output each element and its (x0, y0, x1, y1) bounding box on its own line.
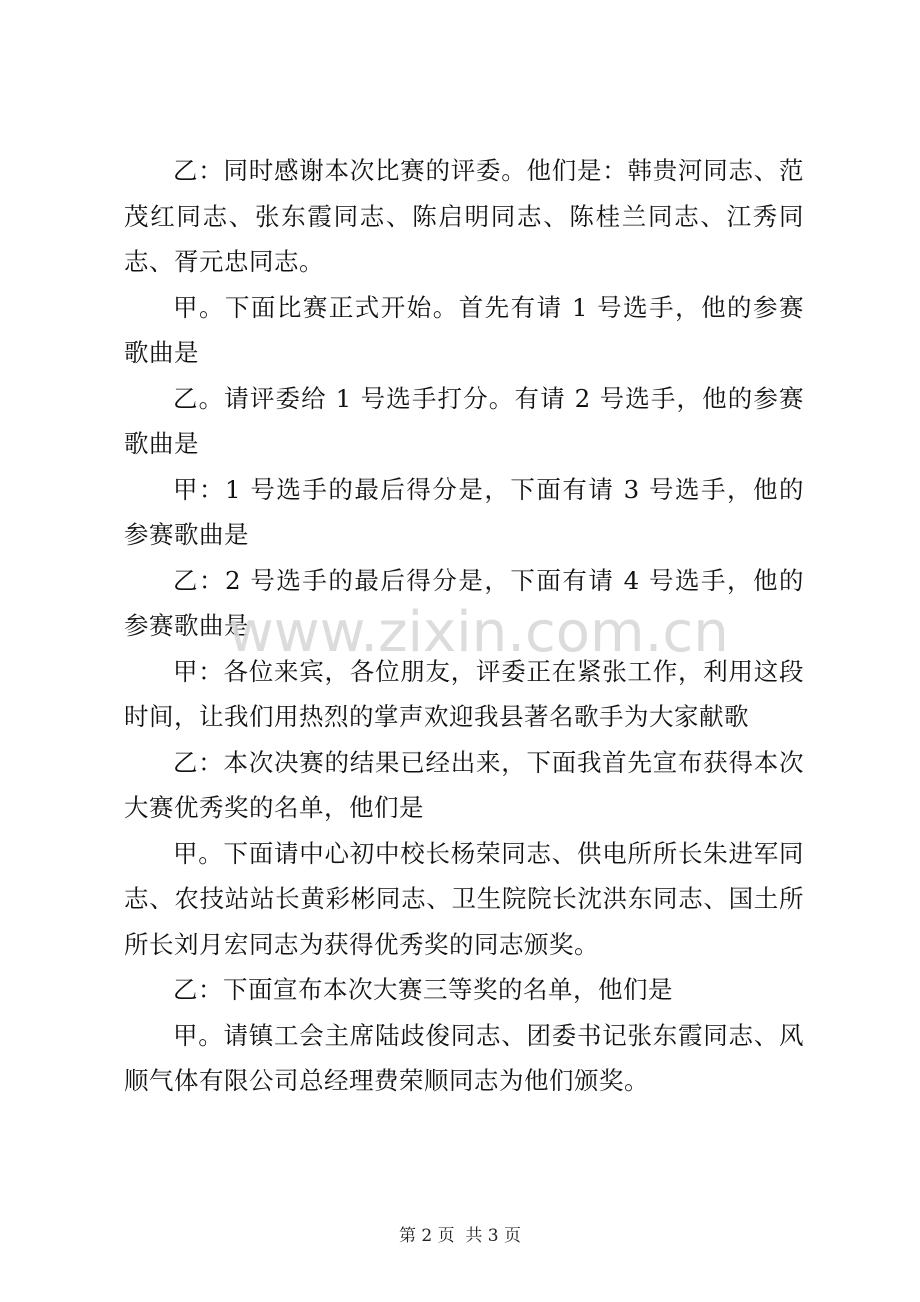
watermark-text: www.zixin.com.cn (228, 600, 729, 665)
paragraph: 甲。下面请中心初中校长杨荣同志、供电所所长朱进军同志、农技站站长黄彩彬同志、卫生院院长沈洪东同志、国土所所长刘月宏同志为获得优秀奖的同志颁奖。 (124, 838, 804, 959)
page-number-footer: 第 2 页 共 3 页 (398, 1226, 522, 1246)
paragraph: 甲。请镇工会主席陆歧俊同志、团委书记张东霞同志、风顺气体有限公司总经理费荣顺同志为他们颁奖。 (124, 1020, 804, 1095)
paragraph: 乙。请评委给 1 号选手打分。有请 2 号选手，他的参赛歌曲是 (124, 383, 804, 458)
document-body (124, 148, 804, 1104)
paragraph: 乙：2 号选手的最后得分是，下面有请 4 号选手，他的参赛歌曲是 (124, 565, 804, 640)
paragraph: 甲：各位来宾，各位朋友，评委正在紧张工作，利用这段时间，让我们用热烈的掌声欢迎我县著名歌手为大家献歌 (124, 656, 804, 731)
paragraph: 甲。下面比赛正式开始。首先有请 1 号选手，他的参赛歌曲是 (124, 292, 804, 367)
paragraph: 乙：本次决赛的结果已经出来，下面我首先宣布获得本次大赛优秀奖的名单，他们是 (124, 747, 804, 822)
paragraph: 乙：同时感谢本次比赛的评委。他们是：韩贵河同志、范茂红同志、张东霞同志、陈启明同志、陈桂兰同志、江秀同志、胥元忠同志。 (124, 156, 804, 276)
paragraph: 甲：1 号选手的最后得分是，下面有请 3 号选手，他的参赛歌曲是 (124, 474, 804, 549)
paragraph: 乙：下面宣布本次大赛三等奖的名单，他们是 (173, 975, 673, 1004)
